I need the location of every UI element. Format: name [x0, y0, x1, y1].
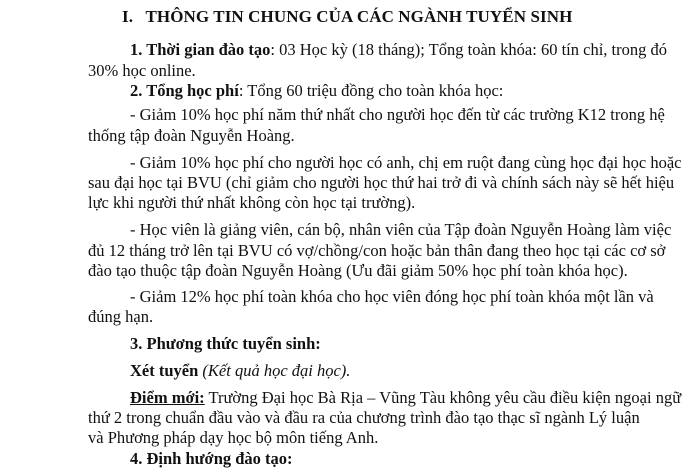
item2-bullet3-line1: - Học viên là giảng viên, cán bộ, nhân viên của Tập đoàn Nguyễn Hoàng làm việc: [130, 220, 672, 239]
xet-tuyen-label: Xét tuyển: [130, 361, 199, 380]
item2-bullet3-line3: đào tạo thuộc tập đoàn Nguyễn Hoàng (Ưu đãi giảm 50% học phí toàn khóa học).: [88, 261, 628, 280]
xet-tuyen-detail: (Kết quả học đại học).: [198, 361, 351, 380]
item2-text: : Tổng 60 triệu đồng cho toàn khóa học:: [238, 81, 504, 100]
section-title: THÔNG TIN CHUNG CỦA CÁC NGÀNH TUYỂN SINH: [145, 7, 573, 26]
xet-tuyen-line: [130, 360, 350, 381]
item3-label: 3. Phương thức tuyển sinh:: [130, 334, 321, 353]
item1-line1: [130, 39, 667, 60]
item2-bullet2-line3: lực khi người thứ nhất không còn học tại trường).: [88, 193, 416, 212]
item2-bullet4-line1: - Giảm 12% học phí toàn khóa cho học viên đóng học phí toàn khóa một lần và: [130, 287, 654, 306]
item2-label: 2. Tổng học phí: [130, 81, 239, 100]
item2-bullet1-line2: thống tập đoàn Nguyễn Hoàng.: [88, 126, 295, 145]
item2-bullet1-line1: - Giảm 10% học phí năm thứ nhất cho người học đến từ các trường K12 trong hệ: [130, 105, 665, 124]
item2-bullet2-line1: - Giảm 10% học phí cho người học có anh, chị em ruột đang cùng học đại học hoặc: [130, 153, 682, 172]
new-point-line3: và Phương pháp dạy học bộ môn tiếng Anh.: [88, 428, 379, 447]
item2-bullet4-line2: đúng hạn.: [88, 307, 154, 326]
new-point-line2: thứ 2 trong chuẩn đầu vào và đầu ra của chương trình đào tạo thạc sĩ ngành Lý luận: [88, 408, 640, 427]
item2-bullet3-line2: đủ 12 tháng trở lên tại BVU có vợ/chồng/con hoặc bản thân đang theo học tại các cơ sở: [88, 241, 666, 260]
item1-text: : 03 Học kỳ (18 tháng); Tổng toàn khóa: 60 tín chỉ, trong đó: [270, 40, 667, 59]
item4-label: 4. Định hướng đào tạo:: [130, 449, 293, 468]
item2-bullet2-line2: sau đại học tại BVU (chỉ giảm cho người học thứ hai trở đi và chính sách này sẽ hết hiệu: [88, 173, 675, 192]
item2-line: [130, 80, 503, 101]
section-number: I.: [122, 7, 134, 26]
item1-line2: 30% học online.: [88, 61, 196, 80]
new-point-line1: [130, 387, 681, 408]
item1-label: 1. Thời gian đào tạo: [130, 40, 271, 59]
section-heading: [122, 6, 572, 27]
new-point-text: Trường Đại học Bà Rịa – Vũng Tàu không yêu cầu điều kiện ngoại ngữ: [204, 388, 682, 407]
new-point-label: Điểm mới:: [130, 388, 205, 407]
